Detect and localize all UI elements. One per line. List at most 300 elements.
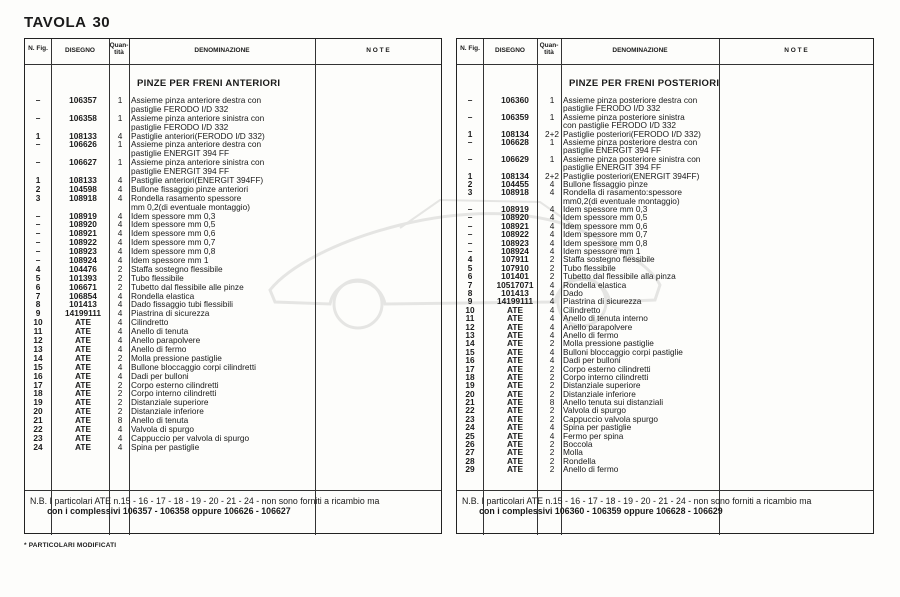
part-name: Cappuccio per valvola di spurgo <box>131 432 250 443</box>
quantity: 4 <box>549 220 555 231</box>
part-name: Staffa sostegno flessibile <box>563 254 655 265</box>
fig-number: 19 <box>33 397 43 408</box>
drawing-number: ATE <box>75 361 91 372</box>
part-name: mm 0,2(di eventuale montaggio) <box>131 201 250 212</box>
parts-rows <box>25 96 315 452</box>
quantity: 4 <box>117 343 123 354</box>
drawing-number: 106628 <box>501 136 529 147</box>
drawing-number: ATE <box>75 335 91 346</box>
fig-number: – <box>35 255 41 266</box>
quantity: 1 <box>549 136 555 147</box>
nb-note-line-2: con i complessivi 106357 - 106358 oppure 106626 - 106627 <box>30 505 291 516</box>
quantity: 2 <box>549 338 555 349</box>
fig-number: 6 <box>467 271 473 282</box>
fig-number: 18 <box>33 388 43 399</box>
quantity: 4 <box>549 246 555 257</box>
drawing-number: ATE <box>507 439 523 450</box>
fig-number: 16 <box>33 370 43 381</box>
part-name: Idem spessore mm 1 <box>131 255 209 266</box>
col-header-qty: Quan-tità <box>109 42 129 56</box>
part-name: Spina per pastiglie <box>131 441 200 452</box>
col-header-notes: N O T E <box>366 47 390 54</box>
part-name: Idem spessore mm 0,7 <box>563 229 648 240</box>
part-name: Pastiglie posteriori(ENERGIT 394FF) <box>563 170 700 181</box>
quantity: 2 <box>549 447 555 458</box>
quantity: 1 <box>549 111 555 122</box>
part-name: Anello di fermo <box>131 343 187 354</box>
quantity: 1 <box>117 112 123 123</box>
fig-number: – <box>467 153 473 164</box>
part-name: pastiglie FERODO I/D 332 <box>131 121 229 132</box>
quantity: 2 <box>117 263 123 274</box>
page-title-label: TAVOLA <box>24 14 87 31</box>
drawing-number: ATE <box>75 379 91 390</box>
quantity: 4 <box>117 183 123 194</box>
part-name: Valvola di spurgo <box>131 423 195 434</box>
col-header-name: DENOMINAZIONE <box>612 47 668 54</box>
part-name: Idem spessore mm 0,5 <box>563 212 648 223</box>
col-header-drawing: DISEGNO <box>65 47 95 54</box>
drawing-number: ATE <box>507 304 523 315</box>
drawing-number: 10517071 <box>496 279 534 290</box>
drawing-number: 14199111 <box>65 308 101 319</box>
fig-number: 4 <box>467 254 473 265</box>
drawing-number: ATE <box>75 406 91 417</box>
drawing-number: ATE <box>75 352 91 363</box>
drawing-number: 108922 <box>69 237 97 248</box>
quantity: 4 <box>549 229 555 240</box>
quantity: 4 <box>549 187 555 198</box>
col-header-fig: N. Fig. <box>460 45 480 52</box>
quantity: 4 <box>117 228 123 239</box>
drawing-number: 108923 <box>69 246 97 257</box>
quantity: 2 <box>549 405 555 416</box>
part-name: Anello di tenuta interno <box>563 313 648 324</box>
quantity: 1 <box>117 139 123 150</box>
part-name: Pastiglie anteriori(ENERGIT 394FF) <box>131 175 264 186</box>
quantity: 4 <box>117 335 123 346</box>
parts-table-front <box>24 38 442 534</box>
parts-rows <box>457 96 747 474</box>
fig-number: 25 <box>465 430 475 441</box>
nb-note-line-2: con i complessivi 106360 - 106359 oppure 106628 - 106629 <box>462 505 723 516</box>
table-row <box>457 432 747 440</box>
quantity: 2 <box>549 464 555 475</box>
fig-number: 20 <box>465 388 475 399</box>
part-name: Idem spessore mm 0,3 <box>131 210 216 221</box>
fig-number: 3 <box>35 192 41 203</box>
drawing-number: 106627 <box>69 157 97 168</box>
part-name: Spina per pastiglie <box>563 422 632 433</box>
part-name: Piastrina di sicurezza <box>563 296 642 307</box>
fig-number: – <box>35 112 41 123</box>
fig-number: 5 <box>35 272 41 283</box>
col-header-fig: N. Fig. <box>28 45 48 52</box>
part-name: Distanziale inferiore <box>563 388 636 399</box>
part-name: Valvola di spurgo <box>563 405 627 416</box>
drawing-number: ATE <box>75 441 91 452</box>
nb-note <box>30 497 379 516</box>
quantity: 4 <box>117 423 123 434</box>
drawing-number: ATE <box>507 371 523 382</box>
drawing-number: 108922 <box>501 229 529 240</box>
part-name: pastiglie ENERGIT 394 FF <box>563 162 662 173</box>
part-name: Anello di tenuta <box>131 415 189 426</box>
part-name: Assieme pinza anteriore sinistra con <box>131 157 265 168</box>
part-name: Idem spessore mm 0,8 <box>563 237 648 248</box>
drawing-number: 106358 <box>69 112 97 123</box>
drawing-number: 106359 <box>501 111 529 122</box>
part-name: Anello parapolvere <box>131 335 201 346</box>
quantity: 2 <box>117 281 123 292</box>
fig-number: – <box>467 220 473 231</box>
quantity: 4 <box>117 370 123 381</box>
drawing-number: ATE <box>507 455 523 466</box>
col-header-qty: Quan-tità <box>539 42 559 56</box>
part-name: Molla pressione pastiglie <box>563 338 654 349</box>
drawing-number: 101413 <box>69 299 97 310</box>
drawing-number: 101401 <box>501 271 529 282</box>
part-name: Anello di fermo <box>563 329 619 340</box>
drawing-number: 101393 <box>69 272 97 283</box>
fig-number: 22 <box>33 423 43 434</box>
parts-table-rear <box>456 38 874 534</box>
fig-number: – <box>35 246 41 257</box>
part-name: Fermo per spina <box>563 430 624 441</box>
drawing-number: 108918 <box>69 192 97 203</box>
fig-number: 13 <box>465 329 475 340</box>
part-name: Rondella elastica <box>131 290 195 301</box>
table-row <box>25 309 315 318</box>
quantity: 4 <box>549 422 555 433</box>
drawing-number: 106626 <box>69 139 97 150</box>
part-name: pastiglie ENERGIT 394 FF <box>563 145 662 156</box>
drawing-number: 104476 <box>69 263 97 274</box>
quantity: 4 <box>549 178 555 189</box>
part-name: Assieme pinza anteriore sinistra con <box>131 112 265 123</box>
part-name: Idem spessore mm 0,6 <box>563 220 648 231</box>
drawing-number: 108924 <box>501 246 529 257</box>
part-name: Corpo interno cilindretti <box>563 371 649 382</box>
quantity: 4 <box>549 287 555 298</box>
fig-number: 24 <box>33 441 43 452</box>
part-name: Idem spessore mm 0,5 <box>131 219 216 230</box>
page-title-number: 30 <box>92 14 111 31</box>
fig-number: 7 <box>35 290 41 301</box>
part-name: Piastrina di sicurezza <box>131 308 210 319</box>
quantity: 2+2 <box>544 170 560 181</box>
fig-number: 9 <box>35 308 41 319</box>
part-name: Molla pressione pastiglie <box>131 352 222 363</box>
part-name: Dadi per bulloni <box>131 370 189 381</box>
fig-number: 17 <box>465 363 475 374</box>
fig-number: – <box>35 157 41 168</box>
part-name: Idem spessore mm 0,3 <box>563 204 648 215</box>
quantity: 4 <box>117 441 123 452</box>
drawing-number: 106671 <box>69 281 97 292</box>
drawing-number: ATE <box>75 370 91 381</box>
part-name: Cappuccio valvola spurgo <box>563 413 659 424</box>
part-name: Distanziale superiore <box>131 397 209 408</box>
quantity: 4 <box>549 321 555 332</box>
quantity: 1 <box>549 95 555 105</box>
part-name: Boccola <box>563 439 593 450</box>
fig-number: 8 <box>467 287 473 298</box>
table-row <box>457 465 747 473</box>
col-header-drawing: DISEGNO <box>495 47 525 54</box>
fig-number: 23 <box>465 413 475 424</box>
quantity: 4 <box>117 192 123 203</box>
part-name: pastiglie FERODO I/D 332 <box>563 103 661 114</box>
part-name: Rondella elastica <box>563 279 627 290</box>
quantity: 2 <box>117 352 123 363</box>
fig-number: 6 <box>35 281 41 292</box>
quantity: 4 <box>549 329 555 340</box>
part-name: Pastiglie posteriori(FERODO I/D 332) <box>563 128 701 139</box>
part-name: Staffa sostegno flessibile <box>131 263 223 274</box>
fig-number: 22 <box>465 405 475 416</box>
drawing-number: 108921 <box>69 228 97 239</box>
drawing-number: 108134 <box>501 128 529 139</box>
fig-number: – <box>467 111 473 122</box>
part-name: Anello tenuta sui distanziali <box>563 397 664 408</box>
drawing-number: 108920 <box>501 212 529 223</box>
table-row <box>457 297 747 305</box>
part-name: Bullone fissaggio pinze <box>563 178 648 189</box>
fig-number: 3 <box>467 187 473 198</box>
drawing-number: ATE <box>507 447 523 458</box>
drawing-number: 14199111 <box>497 296 533 307</box>
part-name: pastiglie FERODO I/D 332 <box>131 103 229 114</box>
quantity: 2 <box>117 379 123 390</box>
part-name: pastiglie ENERGIT 394 FF <box>131 148 230 159</box>
fig-number: – <box>35 210 41 221</box>
drawing-number: 108919 <box>501 204 529 215</box>
part-name: Idem spessore mm 1 <box>563 246 641 257</box>
quantity: 2 <box>549 439 555 450</box>
fig-number: 9 <box>467 296 473 307</box>
drawing-number: ATE <box>507 321 523 332</box>
table-row <box>25 443 315 452</box>
part-name: con pastiglie FERODO I/D 332 <box>563 120 676 131</box>
fig-number: – <box>35 95 41 105</box>
part-name: Distanziale inferiore <box>131 406 204 417</box>
part-name: Dadi per bulloni <box>563 355 621 366</box>
drawing-number: 104598 <box>69 183 97 194</box>
fig-number: 1 <box>35 175 41 186</box>
quantity: 4 <box>549 313 555 324</box>
fig-number: 7 <box>467 279 473 290</box>
quantity: 4 <box>117 290 123 301</box>
quantity: 1 <box>549 153 555 164</box>
fig-number: – <box>467 246 473 257</box>
part-name: Cilindretto <box>131 317 169 328</box>
fig-number: – <box>467 237 473 248</box>
drawing-number: 106357 <box>69 95 97 105</box>
fig-number: – <box>35 228 41 239</box>
drawing-number: ATE <box>507 329 523 340</box>
drawing-number: ATE <box>507 338 523 349</box>
part-name: Corpo esterno cilindretti <box>131 379 219 390</box>
drawing-number: ATE <box>75 423 91 434</box>
fig-number: – <box>467 95 473 105</box>
part-name: Corpo esterno cilindretti <box>563 363 651 374</box>
section-title: PINZE PER FRENI POSTERIORI <box>569 78 720 89</box>
quantity: 4 <box>117 175 123 186</box>
part-name: Bullone bloccaggio corpi cilindretti <box>131 361 256 372</box>
fig-number: – <box>35 139 41 150</box>
fig-number: 27 <box>465 447 475 458</box>
fig-number: 1 <box>467 170 473 181</box>
part-name: Pastiglie anteriori(FERODO I/D 332) <box>131 130 265 141</box>
quantity: 4 <box>117 317 123 328</box>
drawing-number: ATE <box>75 326 91 337</box>
fig-number: – <box>467 136 473 147</box>
page-title <box>24 14 110 31</box>
fig-number: 28 <box>465 455 475 466</box>
quantity: 2 <box>549 271 555 282</box>
drawing-number: 108920 <box>69 219 97 230</box>
quantity: 2 <box>117 406 123 417</box>
part-name: Bulloni bloccaggio corpi pastiglie <box>563 346 683 357</box>
quantity: 4 <box>117 130 123 141</box>
fig-number: 21 <box>33 415 43 426</box>
drawing-number: 104455 <box>501 178 529 189</box>
drawing-number: 107911 <box>501 254 529 265</box>
quantity: 4 <box>117 210 123 221</box>
quantity: 4 <box>117 299 123 310</box>
nb-note <box>462 497 811 516</box>
drawing-number: ATE <box>507 397 523 408</box>
fig-number: 14 <box>33 352 43 363</box>
drawing-number: ATE <box>75 397 91 408</box>
quantity: 4 <box>117 361 123 372</box>
quantity: 4 <box>549 279 555 290</box>
drawing-number: ATE <box>75 415 91 426</box>
fig-number: 18 <box>465 371 475 382</box>
part-name: Idem spessore mm 0,8 <box>131 246 216 257</box>
quantity: 4 <box>549 296 555 307</box>
col-header-notes: N O T E <box>784 47 808 54</box>
section-title: PINZE PER FRENI ANTERIORI <box>137 78 281 89</box>
table-row <box>457 440 747 448</box>
drawing-number: 108918 <box>501 187 529 198</box>
part-name: mm0,2(di eventuale montaggio) <box>563 195 680 206</box>
part-name: Assieme pinza anteriore destra con <box>131 139 262 150</box>
nb-note-line-1: N.B. I particolari ATE n.15 - 16 - 17 - 18 - 19 - 20 - 21 - 24 - non sono forniti a ricambio ma <box>30 496 380 506</box>
part-name: Rondella rasamento spessore <box>131 192 242 203</box>
part-name: Rondella di rasamento:spessore <box>563 187 682 198</box>
part-name: Dado <box>563 287 583 298</box>
part-name: Tubo flessibile <box>131 272 184 283</box>
quantity: 4 <box>549 304 555 315</box>
part-name: Assieme pinza posteriore sinistra con <box>563 153 701 164</box>
part-name: Distanziale superiore <box>563 380 641 391</box>
quantity: 8 <box>549 397 555 408</box>
drawing-number: ATE <box>507 405 523 416</box>
part-name: Dado fissaggio tubi flessibili <box>131 299 233 310</box>
drawing-number: 108923 <box>501 237 529 248</box>
fig-number: 16 <box>465 355 475 366</box>
fig-number: – <box>467 212 473 223</box>
fig-number: 10 <box>33 317 43 328</box>
fig-number: 11 <box>465 313 475 324</box>
part-name: Tubo flessibile <box>563 262 616 273</box>
part-name: Assieme pinza posteriore sinistra <box>563 111 685 122</box>
fig-number: 20 <box>33 406 43 417</box>
quantity: 2+2 <box>544 128 560 139</box>
drawing-number: ATE <box>75 432 91 443</box>
quantity: 2 <box>549 455 555 466</box>
fig-number: 2 <box>35 183 41 194</box>
quantity: 2 <box>549 371 555 382</box>
drawing-number: ATE <box>507 313 523 324</box>
drawing-number: 108924 <box>69 255 97 266</box>
quantity: 2 <box>117 397 123 408</box>
quantity: 4 <box>117 246 123 257</box>
drawing-number: 106629 <box>501 153 529 164</box>
part-name: Idem spessore mm 0,6 <box>131 228 216 239</box>
quantity: 2 <box>117 272 123 283</box>
fig-number: – <box>35 219 41 230</box>
quantity: 4 <box>549 204 555 215</box>
drawing-number: ATE <box>507 430 523 441</box>
fig-number: 29 <box>465 464 475 475</box>
quantity: 4 <box>117 432 123 443</box>
drawing-number: 101413 <box>501 287 529 298</box>
quantity: 8 <box>117 415 123 426</box>
part-name: Assieme pinza posteriore destra con <box>563 136 698 147</box>
drawing-number: ATE <box>507 346 523 357</box>
drawing-number: ATE <box>75 388 91 399</box>
fig-number: 10 <box>465 304 475 315</box>
nb-note-line-1: N.B. I particolari ATE n.15 - 16 - 17 - 18 - 19 - 20 - 21 - 24 - non sono forniti a ricambio ma <box>462 496 812 506</box>
drawing-number: ATE <box>507 355 523 366</box>
quantity: 2 <box>117 388 123 399</box>
fig-number: 12 <box>465 321 475 332</box>
fig-number: 12 <box>33 335 43 346</box>
quantity: 4 <box>117 237 123 248</box>
fig-number: – <box>467 204 473 215</box>
part-name: Assieme pinza anteriore destra con <box>131 95 262 105</box>
drawing-number: ATE <box>507 388 523 399</box>
part-name: Rondella <box>563 455 596 466</box>
part-name: pastiglie ENERGIT 394 FF <box>131 166 230 177</box>
part-name: Cilindretto <box>563 304 601 315</box>
quantity: 4 <box>117 308 123 319</box>
quantity: 2 <box>549 413 555 424</box>
fig-number: 1 <box>467 128 473 139</box>
quantity: 2 <box>549 363 555 374</box>
fig-number: 14 <box>465 338 475 349</box>
quantity: 1 <box>117 95 123 105</box>
drawing-number: 108133 <box>69 130 97 141</box>
fig-number: 2 <box>467 178 473 189</box>
fig-number: 8 <box>35 299 41 310</box>
quantity: 4 <box>549 237 555 248</box>
fig-number: 15 <box>33 361 43 372</box>
col-header-name: DENOMINAZIONE <box>194 47 250 54</box>
drawing-number: 107910 <box>501 262 529 273</box>
drawing-number: ATE <box>507 422 523 433</box>
fig-number: 23 <box>33 432 43 443</box>
fig-number: 13 <box>33 343 43 354</box>
part-name: Idem spessore mm 0,7 <box>131 237 216 248</box>
part-name: Anello di fermo <box>563 464 619 475</box>
part-name: Corpo interno cilindretti <box>131 388 217 399</box>
drawing-number: 106854 <box>69 290 97 301</box>
fig-number: 17 <box>33 379 43 390</box>
